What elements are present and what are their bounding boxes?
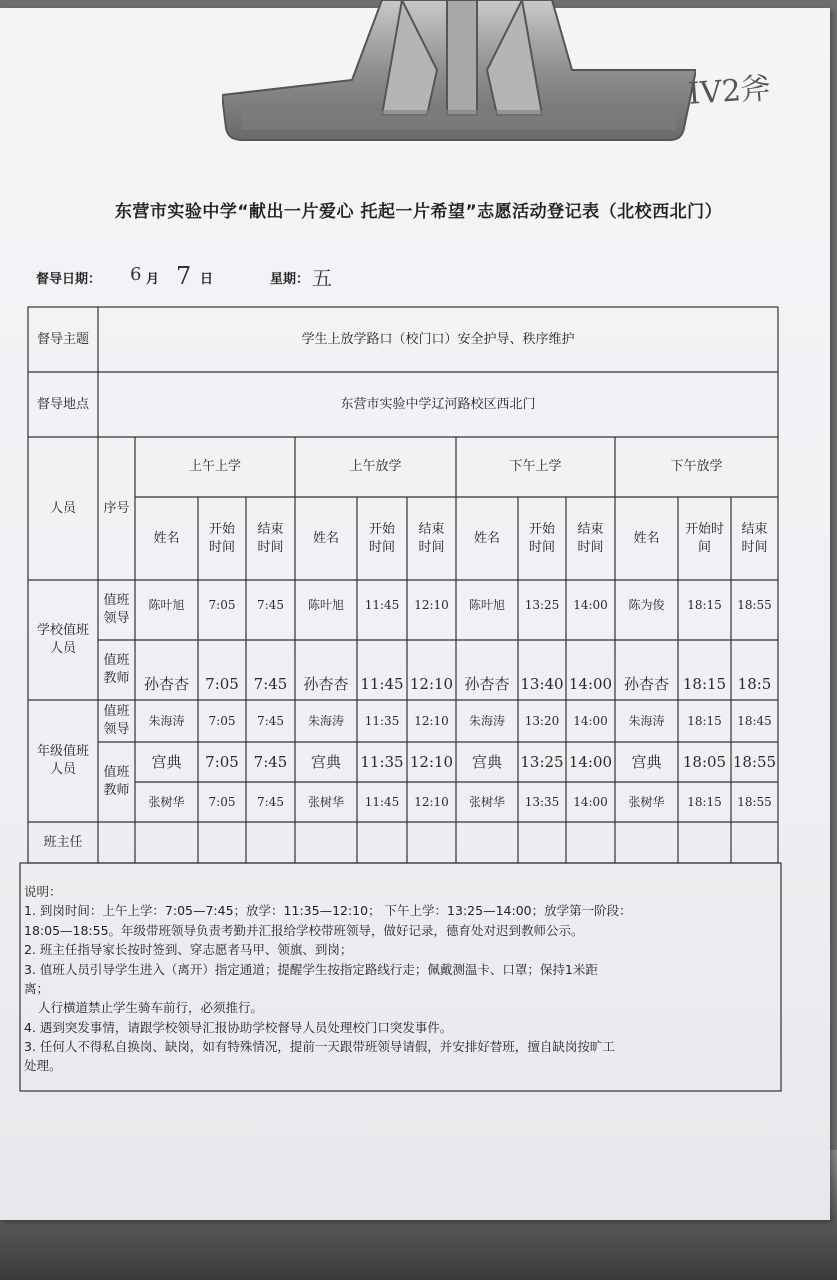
end-subheader: 结束时间 [577, 521, 604, 555]
signature-name: 张树华 [628, 794, 665, 809]
time-start: 11:35 [360, 752, 404, 771]
signature-name: 孙杏杏 [303, 674, 349, 693]
note-line: 1. 到岗时间：上午上学：7:05—7:45；放学：11:35—12:10； 下午上学：13:25—14:00；放学第一阶段： [24, 903, 632, 919]
note-line: 4. 遇到突发事情，请跟学校领导汇报协助学校督导人员处理校门口突发事件。 [24, 1019, 453, 1035]
time-end: 12:10 [414, 713, 449, 728]
weekday-label: 星期： [270, 272, 310, 287]
signature-name: 孙杏杏 [143, 674, 189, 693]
time-start: 18:15 [682, 674, 727, 693]
time-start: 13:20 [524, 713, 560, 728]
signature-name: 朱海涛 [148, 713, 185, 728]
time-end: 7:45 [253, 752, 288, 771]
time-start: 7:05 [208, 794, 236, 809]
time-start: 11:35 [364, 713, 400, 728]
time-end: 18:55 [737, 597, 772, 612]
start-subheader: 开始时间 [528, 521, 555, 555]
time-start: 18:05 [682, 752, 727, 771]
note-line: 18:05—18:55。年级带班领导负责考勤并汇报给学校带班领导，做好记录，德育处对迟到教师公示。 [24, 922, 584, 938]
period-header: 上午放学 [349, 459, 402, 475]
date-day: 7 [176, 262, 192, 290]
role-label: 值班领导 [103, 593, 130, 626]
signature-name: 宫典 [631, 752, 662, 771]
signature-name: 陈叶旭 [307, 597, 344, 612]
period-header: 下午上学 [509, 459, 562, 475]
note-line: 2. 班主任指导家长按时签到、穿志愿者马甲、领旗、到岗； [24, 942, 353, 958]
time-end: 12:10 [414, 794, 449, 809]
homeroom-label: 班主任 [43, 834, 83, 850]
start-subheader: 开始时间 [368, 521, 395, 555]
time-end: 18:45 [737, 713, 772, 728]
signature-name: 陈叶旭 [148, 597, 185, 612]
school-duty-group: 学校值班人员 [36, 623, 89, 656]
signature-name: 张树华 [468, 794, 505, 809]
note-line: 3. 任何人不得私自换岗、缺岗，如有特殊情况，提前一天跟带班领导请假，并安排好替班，擅自缺岗按旷工 [24, 1039, 615, 1054]
name-subheader: 姓名 [153, 530, 180, 546]
notes-heading: 说明： [24, 884, 62, 899]
corner-handwriting: IV2斧 [687, 71, 772, 112]
time-start: 13:35 [524, 794, 560, 809]
instructions-notes [24, 882, 780, 1076]
signature-name: 宫典 [151, 752, 182, 771]
start-subheader: 开始时间 [684, 521, 724, 555]
location-value: 东营市实验中学辽河路校区西北门 [340, 396, 536, 412]
time-end: 12:10 [409, 752, 454, 771]
form-title: 东营市实验中学“献出一片爱心 托起一片希望”志愿活动登记表（北校西北门） [114, 202, 723, 222]
time-end: 14:00 [573, 597, 608, 612]
people-header: 人员 [49, 500, 76, 516]
end-subheader: 结束时间 [257, 521, 284, 555]
time-start: 13:25 [524, 597, 560, 612]
time-start: 7:05 [205, 752, 239, 771]
time-start: 13:40 [520, 674, 564, 693]
signature-name: 孙杏杏 [464, 674, 510, 693]
name-subheader: 姓名 [473, 530, 500, 546]
time-end: 7:45 [253, 674, 288, 693]
role-label: 值班教师 [103, 653, 130, 686]
signature-name: 朱海涛 [468, 713, 505, 728]
signature-name: 孙杏杏 [623, 674, 669, 693]
signature-name: 张树华 [148, 794, 185, 809]
signature-name: 朱海涛 [628, 713, 665, 728]
time-end: 18:55 [737, 794, 772, 809]
name-subheader: 姓名 [312, 530, 339, 546]
topic-value: 学生上放学路口（校门口）安全护导、秩序维护 [301, 331, 575, 347]
day-suffix: 日 [200, 272, 214, 287]
signature-name: 陈为俊 [628, 597, 665, 612]
time-start: 13:25 [520, 752, 564, 771]
time-end: 14:00 [568, 674, 613, 693]
date-label: 督导日期： [36, 272, 102, 287]
note-line: 离； [24, 980, 50, 996]
signature-name: 宫典 [310, 752, 341, 771]
time-end: 14:00 [568, 752, 613, 771]
signature-name: 宫典 [471, 752, 502, 771]
time-start: 11:45 [360, 674, 404, 693]
period-header: 下午放学 [670, 459, 723, 475]
time-start: 7:05 [208, 713, 236, 728]
time-start: 7:05 [208, 597, 236, 612]
time-end: 12:10 [409, 674, 454, 693]
date-month: 6 [130, 264, 142, 285]
signature-name: 陈叶旭 [468, 597, 505, 612]
signature-name: 朱海涛 [307, 713, 344, 728]
location-label: 督导地点 [36, 396, 89, 412]
month-suffix: 月 [146, 272, 160, 287]
time-start: 18:15 [687, 794, 722, 809]
grade-duty-group: 年级值班人员 [36, 744, 89, 777]
weekday-value: 五 [312, 266, 332, 290]
role-label: 值班领导 [103, 704, 130, 737]
role-label: 值班教师 [103, 765, 130, 798]
time-start: 7:05 [205, 674, 239, 693]
time-end: 7:45 [257, 597, 284, 612]
time-start: 18:15 [687, 713, 722, 728]
end-subheader: 结束时间 [741, 521, 768, 555]
time-end: 18:55 [732, 752, 777, 771]
time-start: 18:15 [687, 597, 722, 612]
time-end: 7:45 [257, 794, 284, 809]
time-end: 7:45 [257, 713, 284, 728]
end-subheader: 结束时间 [418, 521, 445, 555]
name-subheader: 姓名 [633, 530, 660, 546]
topic-label: 督导主题 [36, 331, 89, 347]
note-line: 处理。 [24, 1058, 62, 1074]
time-start: 11:45 [364, 597, 400, 612]
clipboard-clip-icon [222, 0, 696, 150]
period-header: 上午上学 [188, 459, 241, 475]
time-end: 18:5 [737, 674, 772, 693]
time-start: 11:45 [364, 794, 400, 809]
time-end: 14:00 [573, 794, 608, 809]
start-subheader: 开始时间 [208, 521, 235, 555]
signature-name: 张树华 [307, 794, 344, 809]
note-line: 3. 值班人员引导学生进入（离开）指定通道；提醒学生按指定路线行走；佩戴测温卡、口罩；保持1米距 [24, 961, 598, 977]
note-line: 人行横道禁止学生骑车前行，必须推行。 [38, 1000, 264, 1016]
time-end: 12:10 [414, 597, 449, 612]
seq-header: 序号 [103, 500, 130, 516]
time-end: 14:00 [573, 713, 608, 728]
